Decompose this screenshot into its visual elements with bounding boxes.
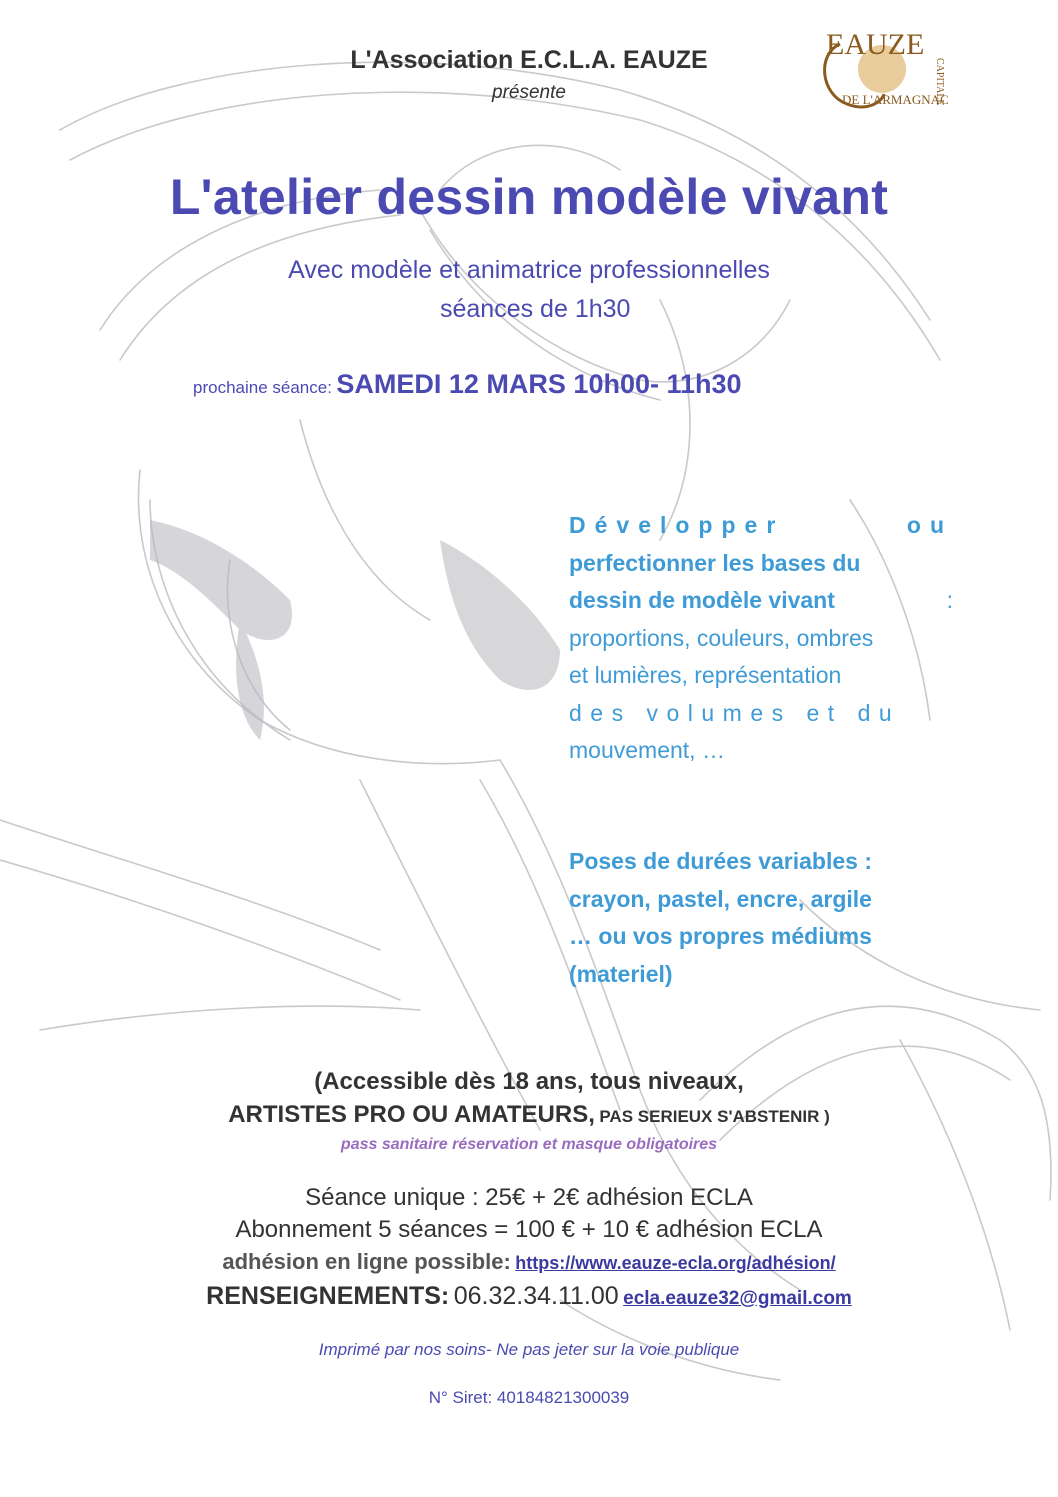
subtitle-duration: séances de 1h30 [440, 295, 631, 323]
next-session [193, 369, 742, 400]
siret-number: N° Siret: 40184821300039 [428, 1388, 630, 1407]
develop-line: des volumes et du [569, 699, 901, 726]
develop-line: et lumières, représentation [569, 662, 842, 688]
eauze-logo [812, 24, 967, 124]
online-membership [0, 1249, 1058, 1275]
health-pass-notice: pass sanitaire réservation et masque obligatoires [340, 1136, 718, 1153]
page-title: L'atelier dessin modèle vivant [169, 169, 889, 225]
poses-line: … ou vos propres médiums [569, 923, 872, 949]
membership-link[interactable]: https://www.eauze-ecla.org/adhésion/ [515, 1253, 836, 1273]
develop-paragraph [569, 507, 953, 770]
contact-email-link[interactable]: ecla.eauze32@gmail.com [623, 1288, 852, 1309]
logo-main-text: EAUZE [826, 28, 925, 61]
association-name: L'Association E.C.L.A. EAUZE [350, 46, 708, 74]
subscription-price: Abonnement 5 séances = 100 € + 10 € adhésion ECLA [235, 1216, 823, 1243]
develop-line: Développer ou [569, 512, 953, 538]
next-session-label: prochaine séance: [193, 378, 332, 397]
next-session-date: SAMEDI 12 MARS 10h00- 11h30 [336, 369, 742, 399]
subtitle-professionals: Avec modèle et animatrice professionnelles [288, 256, 770, 284]
print-notice: Imprimé par nos soins- Ne pas jeter sur la voie publique [318, 1340, 740, 1359]
artists-line [0, 1101, 1058, 1129]
artists-pro-amateurs: ARTISTES PRO OU AMATEURS, [228, 1101, 595, 1128]
contact-phone: 06.32.34.11.00 [453, 1282, 619, 1310]
not-serious-abstain: PAS SERIEUX S'ABSTENIR ) [599, 1107, 830, 1126]
presente-label: présente [492, 82, 566, 103]
access-conditions: (Accessible dès 18 ans, tous niveaux, [314, 1068, 744, 1095]
develop-line: dessin de modèle vivant : [569, 587, 953, 613]
poses-line: crayon, pastel, encre, argile [569, 885, 872, 912]
contact-label: RENSEIGNEMENTS: [206, 1282, 450, 1310]
develop-line: perfectionner les bases du [569, 549, 861, 576]
develop-line: proportions, couleurs, ombres [569, 624, 874, 651]
poses-line: Poses de durées variables : [569, 848, 872, 874]
logo-bottom-text: DE L'ARMAGNAC [842, 92, 949, 107]
develop-line: mouvement, … [569, 737, 725, 763]
single-session-price: Séance unique : 25€ + 2€ adhésion ECLA [305, 1184, 753, 1211]
poses-line: (materiel) [569, 960, 673, 987]
contact-info [0, 1282, 1058, 1311]
logo-side-text: CAPITALE [934, 58, 945, 106]
poses-paragraph [569, 843, 953, 993]
online-membership-label: adhésion en ligne possible: [222, 1249, 511, 1274]
